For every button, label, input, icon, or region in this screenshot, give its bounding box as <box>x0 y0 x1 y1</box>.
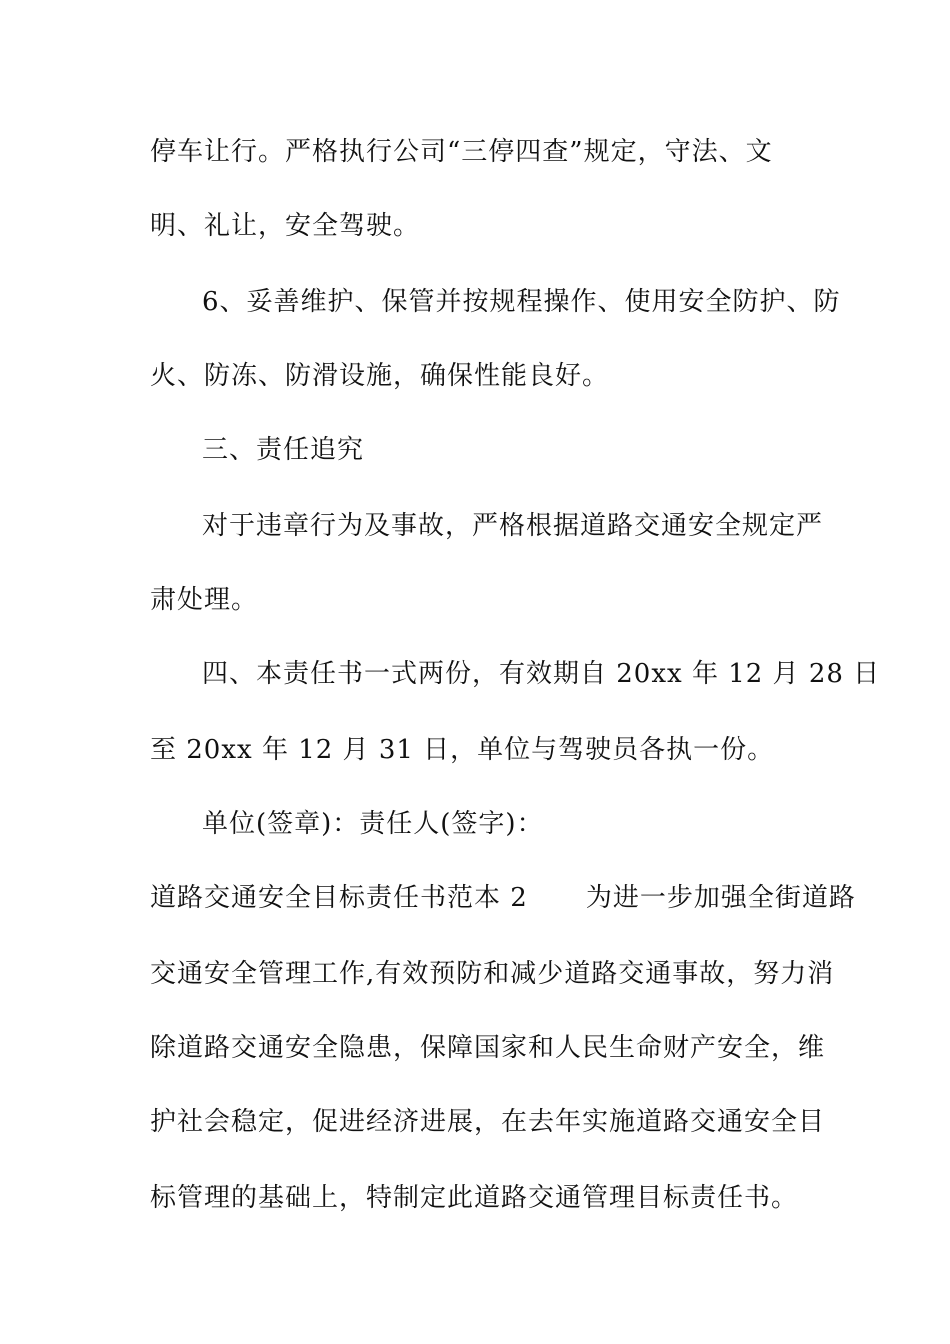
text-line-4: 火、防冻、防滑设施，确保性能良好。 <box>150 361 610 391</box>
section-heading-responsibility: 三、责任追究 <box>202 435 365 465</box>
text-line-2: 明、礼让，安全驾驶。 <box>150 211 421 241</box>
text-line-7: 肃处理。 <box>150 585 259 615</box>
text-line-15: 标管理的基础上，特制定此道路交通管理目标责任书。 <box>150 1183 799 1213</box>
text-line-13: 除道路交通安全隐患，保障国家和人民生命财产安全，维 <box>150 1033 826 1063</box>
text-line-14: 护社会稳定，促进经济进展，在去年实施道路交通安全目 <box>150 1107 826 1137</box>
document-title: 道路交通安全目标责任书范本 2 <box>150 883 528 913</box>
text-line-1: 停车让行。严格执行公司“三停四查”规定，守法、文 <box>150 137 773 167</box>
text-line-6: 对于违章行为及事故，严格根据道路交通安全规定严 <box>202 511 824 541</box>
text-line-item6: 6、妥善维护、保管并按规程操作、使用安全防护、防 <box>202 287 841 317</box>
text-line-9: 至 20xx 年 12 月 31 日，单位与驾驶员各执一份。 <box>150 735 775 765</box>
signature-line: 单位(签章)：责任人(签字)： <box>202 809 544 839</box>
text-line-section4: 四、本责任书一式两份，有效期自 20xx 年 12 月 28 日 <box>202 659 881 689</box>
text-line-12: 交通安全管理工作,有效预防和减少道路交通事故，努力消 <box>150 959 835 989</box>
intro-text: 为进一步加强全街道路 <box>585 883 856 913</box>
title-and-intro-line <box>150 880 856 916</box>
